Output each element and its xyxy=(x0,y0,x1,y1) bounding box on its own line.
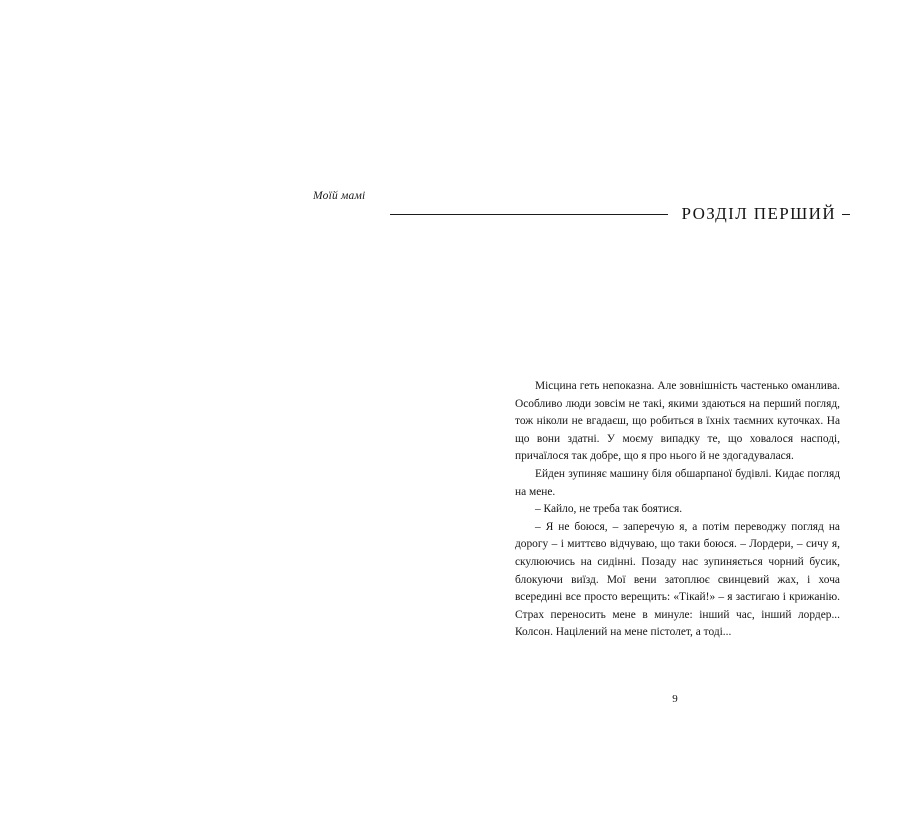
body-text xyxy=(515,378,840,642)
paragraph: Місцина геть непоказна. Але зовнішність частенько оманлива. Особливо люди зовсім не такі, якими здаються на перший погляд, тож ніколи не вгадаєш, що робиться в їхніх таємних куточках. На що вони здатні. У моєму випадку те, що ховалося насподi, причаїлося так добре, що я про нього й не здогадувалася. xyxy=(515,380,840,463)
paragraph: Ейден зупиняє машину біля обшарпаної будівлі. Кидає погляд на мене. xyxy=(515,467,840,498)
paragraph: – Я не боюся, – заперечую я, а потім переводжу погляд на дорогу – і миттєво відчуваю, що таки боюся. – Лордери, – сичу я, скулюючись на сидінні. Позаду нас зупиняється чорний бусик, блокуючи виїзд. Мої вени затоплює свинцевий жах, і хоча всередині все просто верещить: «Тікай!» – я застигаю і крижанію. Страх переносить мене в минуле: інший час, інший лордер... Колсон. Націлений на мене пістолет, а тоді... xyxy=(515,520,840,639)
dedication-text: Моїй мамі xyxy=(313,190,366,202)
chapter-header xyxy=(390,200,850,230)
chapter-title: РОЗДІЛ ПЕРШИЙ xyxy=(668,200,842,228)
page-number: 9 xyxy=(672,693,678,705)
paragraph: – Кайло, не треба так боятися. xyxy=(535,503,683,516)
right-page xyxy=(450,0,900,817)
